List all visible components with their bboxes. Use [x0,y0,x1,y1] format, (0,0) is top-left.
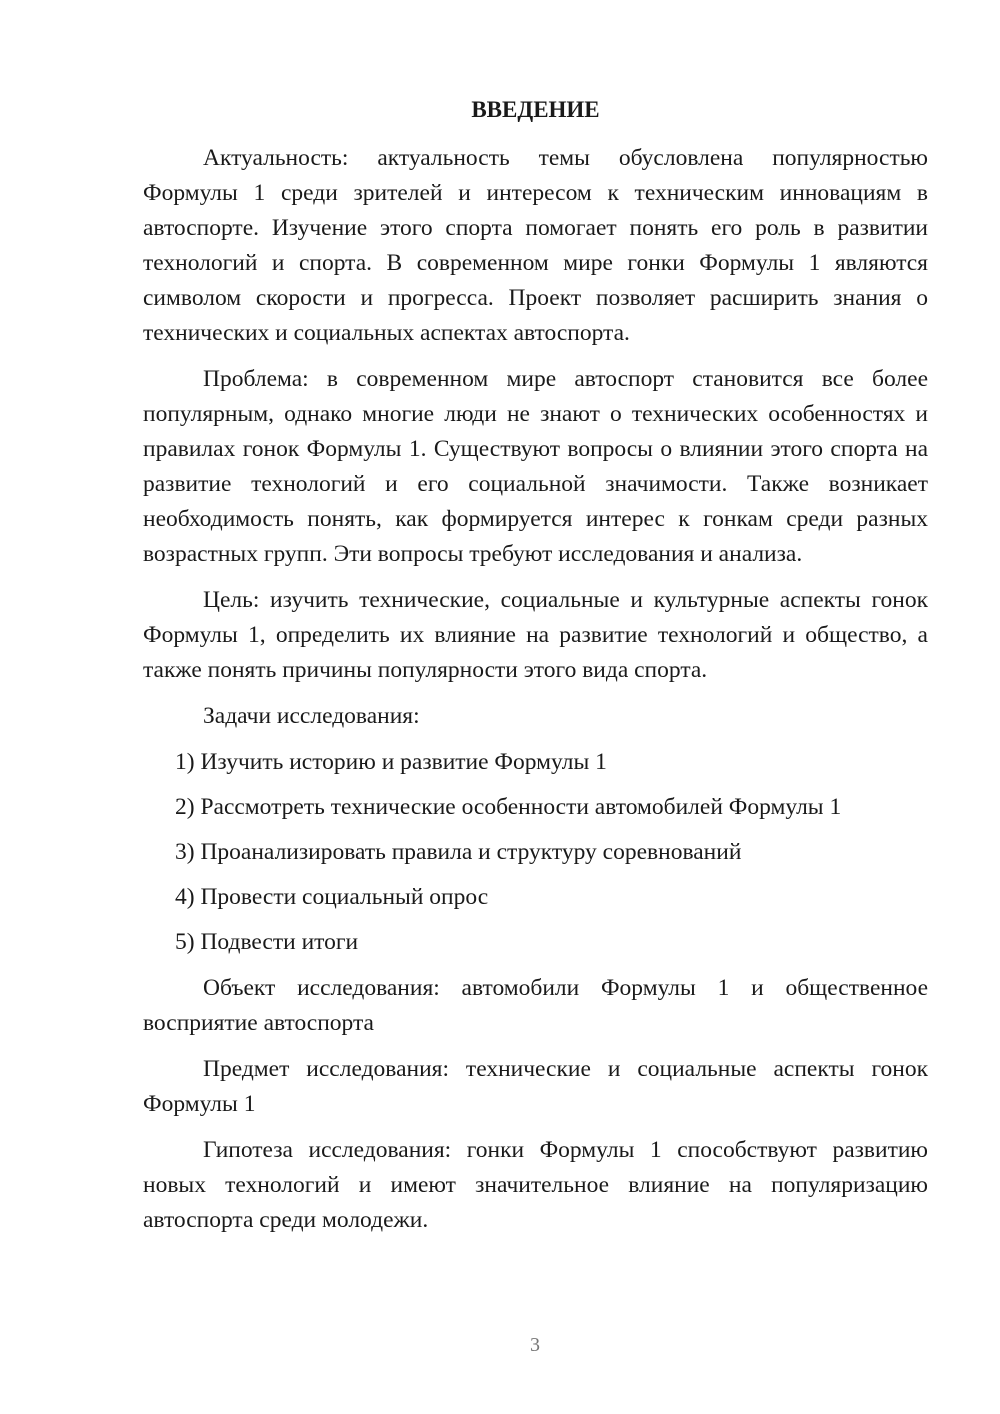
tasks-list [143,745,928,960]
page-number: 3 [530,1334,540,1356]
object-paragraph: Объект исследования: автомобили Формулы 1 и общественное восприятие автоспорта [143,975,928,1036]
goal-paragraph: Цель: изучить технические, социальные и культурные аспекты гонок Формулы 1, определить их влияние на развитие технологий и общество, а также понять причины популярности этого вида спорта. [143,587,928,683]
task-item: 3) Проанализировать правила и структуру соревнований [175,839,742,865]
page-heading: ВВЕДЕНИЕ [471,97,600,122]
task-item: 2) Рассмотреть технические особенности автомобилей Формулы 1 [175,794,842,820]
tasks-title: Задачи исследования: [203,703,420,729]
relevance-paragraph: Актуальность: актуальность темы обусловлена популярностью Формулы 1 среди зрителей и интересом к техническим инновациям в автоспорте. Изучение этого спорта помогает понять его роль в развитии технологий и спорта. В современном мире гонки Формулы 1 являются символом скорости и прогресса. Проект позволяет расширить знания о технических и социальных аспектах автоспорта. [143,145,928,346]
subject-paragraph: Предмет исследования: технические и социальные аспекты гонок Формулы 1 [143,1056,928,1117]
task-item: 1) Изучить историю и развитие Формулы 1 [175,749,607,775]
task-item: 4) Провести социальный опрос [175,884,489,910]
task-item: 5) Подвести итоги [175,929,359,955]
problem-paragraph: Проблема: в современном мире автоспорт становится все более популярным, однако многие люди не знают о технических особенностях и правилах гонок Формулы 1. Существуют вопросы о влиянии этого спорта на развитие технологий и его социальной значимости. Также возникает необходимость понять, как формируется интерес к гонкам среди разных возрастных групп. Эти вопросы требуют исследования и анализа. [143,366,928,567]
page-content [143,92,928,1249]
hypothesis-paragraph: Гипотеза исследования: гонки Формулы 1 способствуют развитию новых технологий и имеют значительное влияние на популяризацию автоспорта среди молодежи. [143,1137,928,1233]
